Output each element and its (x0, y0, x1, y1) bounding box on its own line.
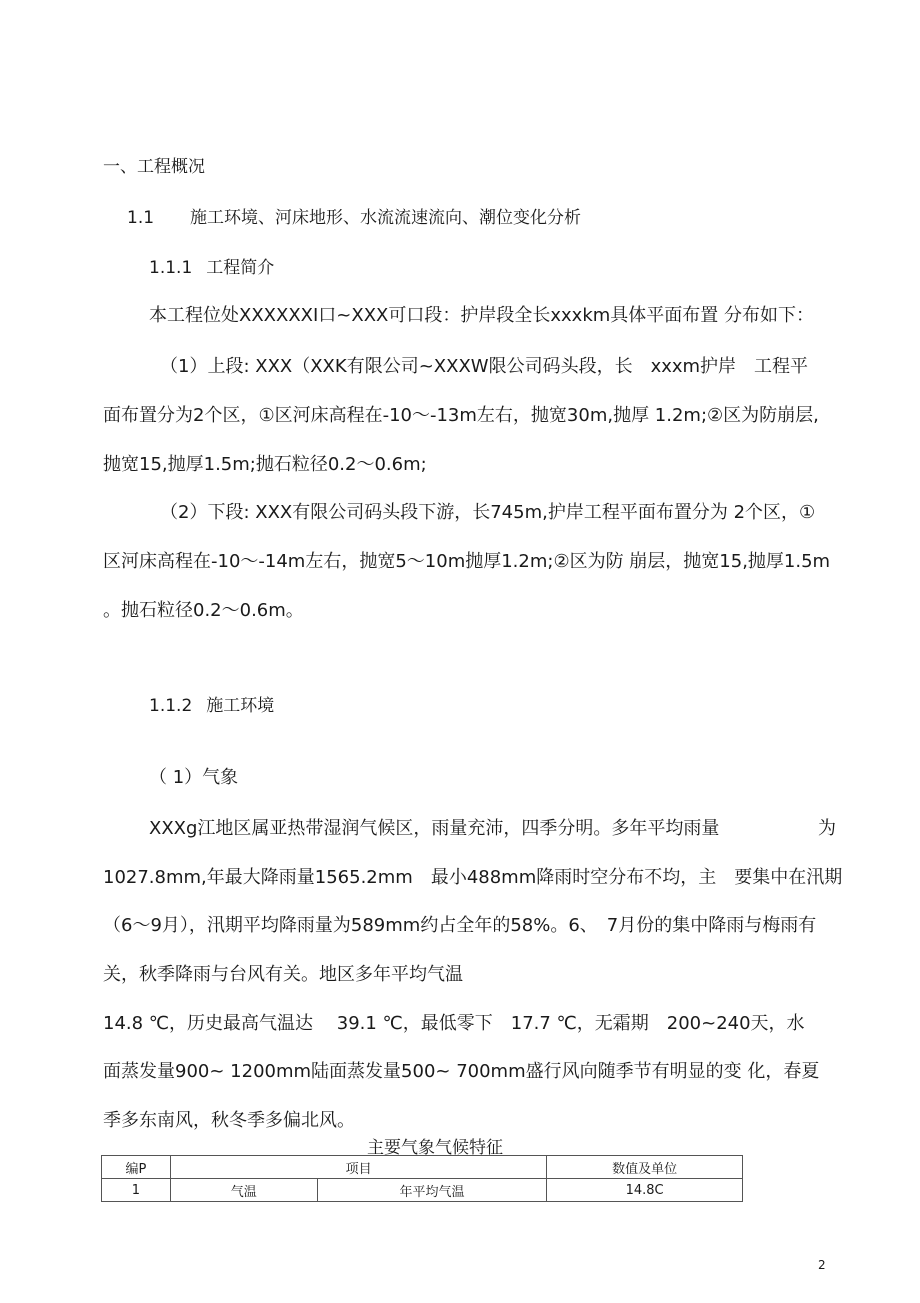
header-no: 编P (102, 1156, 171, 1179)
header-item: 项目 (170, 1156, 546, 1179)
climate-line-7: 季多东南风，秋冬季多偏北风。 (103, 1110, 355, 1131)
subsection-number: 1.1 (127, 208, 155, 228)
table-caption: 主要气象气候特征 (367, 1138, 503, 1158)
upper-section-line-1: （1）上段: XXX（XXK有限公司~XXXW限公司码头段，长 xxxm护岸 工程平 (160, 356, 809, 377)
table-header-row (102, 1156, 743, 1179)
climate-line-2: 1027.8mm,年最大降雨量1565.2mm 最小488mm降雨时空分布不均，主 要集中在汛期 (103, 867, 843, 888)
climate-line-4: 关，秋季降雨与台风有关。地区多年平均气温 (103, 964, 463, 985)
climate-line-1-end: 为 (818, 818, 836, 839)
subsection-title: 工程简介 (206, 258, 275, 278)
cell-no: 1 (102, 1179, 171, 1202)
table-row (102, 1179, 743, 1202)
weather-heading: （ 1）气象 (149, 767, 239, 788)
subsection-1-1 (127, 203, 581, 228)
header-value: 数值及单位 (547, 1156, 743, 1179)
section-title: 一、工程概况 (103, 157, 205, 177)
cell-category: 气温 (170, 1179, 317, 1202)
lower-section-line-2: 区河床高程在-10～-14m左右，抛宽5～10m抛厚1.2m;②区为防 崩层，抛宽15,抛厚1.5m (103, 551, 831, 572)
upper-section-line-2: 面布置分为2个区，①区河床高程在-10～-13m左右，抛宽30m,抛厚 1.2m;②区为防崩层, (103, 405, 819, 426)
climate-line-1: XXXg江地区属亚热带湿润气候区，雨量充沛，四季分明。多年平均雨量 (149, 818, 720, 839)
lower-section-line-3: 。抛石粒径0.2～0.6m。 (103, 600, 304, 621)
cell-value: 14.8C (547, 1179, 743, 1202)
cell-item: 年平均气温 (317, 1179, 547, 1202)
climate-line-3: （6～9月），汛期平均降雨量为589mm约占全年的58%。6、 7月份的集中降雨与梅雨有 (103, 915, 817, 936)
subsection-1-1-1 (149, 253, 274, 278)
lower-section-line-1: （2）下段: XXX有限公司码头段下游，长745m,护岸工程平面布置分为 2个区，① (160, 502, 816, 523)
subsection-number: 1.1.2 (149, 696, 193, 716)
climate-line-5: 14.8 ℃，历史最高气温达 39.1 ℃，最低零下 17.7 ℃，无霜期 200~240天，水 (103, 1013, 805, 1034)
subsection-1-1-2 (149, 691, 274, 716)
upper-section-line-3: 抛宽15,抛厚1.5m;抛石粒径0.2～0.6m; (103, 454, 427, 475)
subsection-number: 1.1.1 (149, 258, 193, 278)
page-number: 2 (818, 1258, 826, 1272)
intro-paragraph: 本工程位处XXXXXXI口~XXX可口段：护岸段全长xxxkm具体平面布置 分布如下： (149, 305, 815, 326)
subsection-title: 施工环境 (206, 696, 275, 716)
subsection-title: 施工环境、河床地形、水流流速流向、潮位变化分析 (190, 208, 582, 228)
climate-line-6: 面蒸发量900~ 1200mm陆面蒸发量500~ 700mm盛行风向随季节有明显的变 化，春夏 (103, 1061, 820, 1082)
climate-table (101, 1155, 743, 1202)
